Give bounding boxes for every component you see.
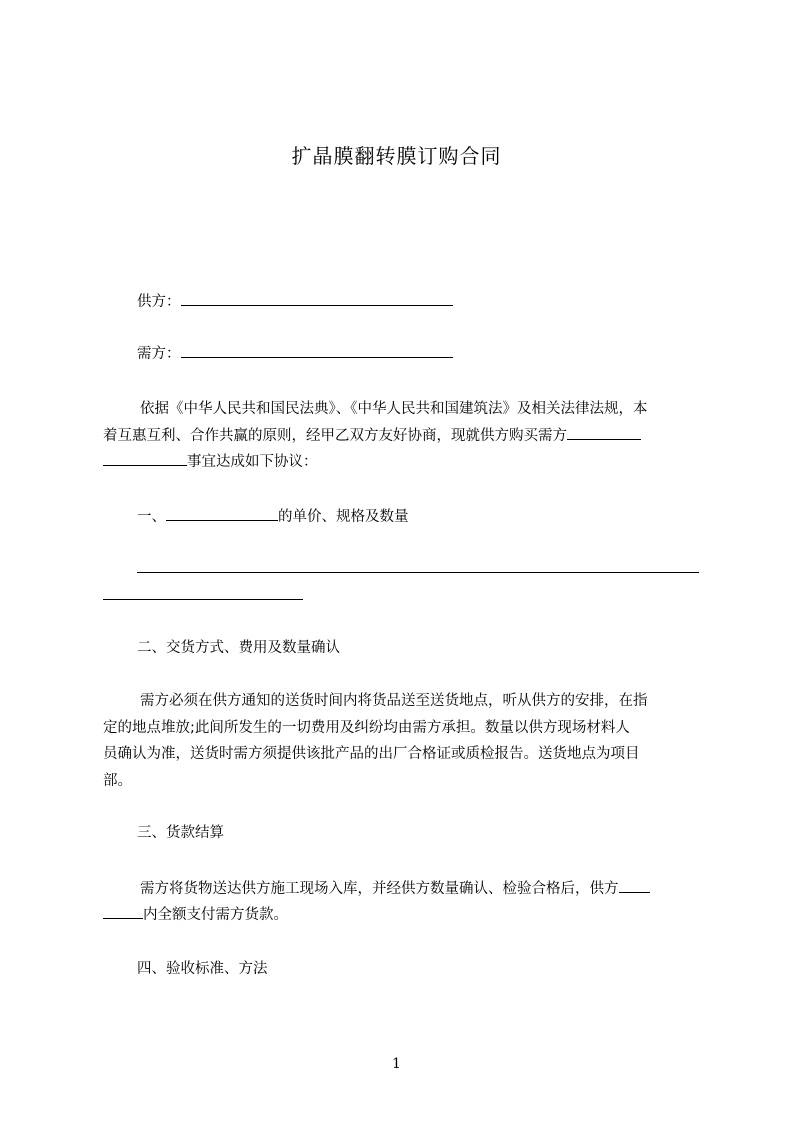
buyer-label: 需方： (137, 346, 181, 362)
section-2-line-1: 需方必须在供方通知的送货时间内将货品送至送货地点，听从供方的安排，在指 (140, 693, 648, 709)
section-2-line-3: 员确认为准，送货时需方须提供该批产品的出厂合格证或质检报告。送货地点为项目 (103, 746, 640, 762)
section-1-prefix: 一、 (137, 509, 166, 525)
section-1-product-blank (166, 506, 278, 521)
product-blank-part2 (103, 451, 187, 466)
section-3-heading: 三、货款结算 (137, 825, 224, 841)
intro-line-1: 依据《中华人民共和国民法典》、《中华人民共和国建筑法》及相关法律法规，本 (140, 401, 648, 417)
intro-line-2-text: 着互惠互利、合作共赢的原则，经甲乙双方友好协商，现就供方购买需方 (103, 428, 567, 444)
supplier-line (137, 291, 453, 312)
intro-line-3-text: 事宜达成如下协议： (187, 454, 318, 470)
buyer-blank (181, 343, 453, 358)
section-2-line-4: 部。 (103, 773, 132, 789)
product-blank-part1 (567, 425, 641, 440)
intro-line-2 (103, 425, 641, 446)
section-2-line-2: 定的地点堆放;此间所发生的一切费用及纠纷均由需方承担。数量以供方现场材料人 (103, 720, 630, 736)
supplier-label: 供方： (137, 294, 181, 310)
section-4-heading: 四、验收标准、方法 (137, 961, 268, 977)
section-3-line-1 (140, 878, 650, 899)
section-1-suffix: 的单价、规格及数量 (278, 509, 409, 525)
payment-days-blank-part2 (103, 904, 143, 919)
section-1-heading (137, 506, 409, 527)
section-3-line-1-text: 需方将货物送达供方施工现场入库，并经供方数量确认、检验合格后，供方 (140, 881, 619, 897)
section-1-fill-line-2 (103, 599, 303, 600)
section-1-fill-line-1 (137, 572, 699, 573)
page-number: 1 (392, 1056, 401, 1072)
intro-line-3 (103, 451, 318, 472)
section-3-line-2 (103, 904, 288, 925)
contract-title: 扩晶膜翻转膜订购合同 (291, 144, 502, 168)
section-2-heading: 二、交货方式、费用及数量确认 (137, 640, 340, 656)
section-3-line-2-text: 内全额支付需方货款。 (143, 907, 288, 923)
supplier-blank (181, 291, 453, 306)
payment-days-blank-part1 (619, 878, 650, 893)
buyer-line (137, 343, 453, 364)
